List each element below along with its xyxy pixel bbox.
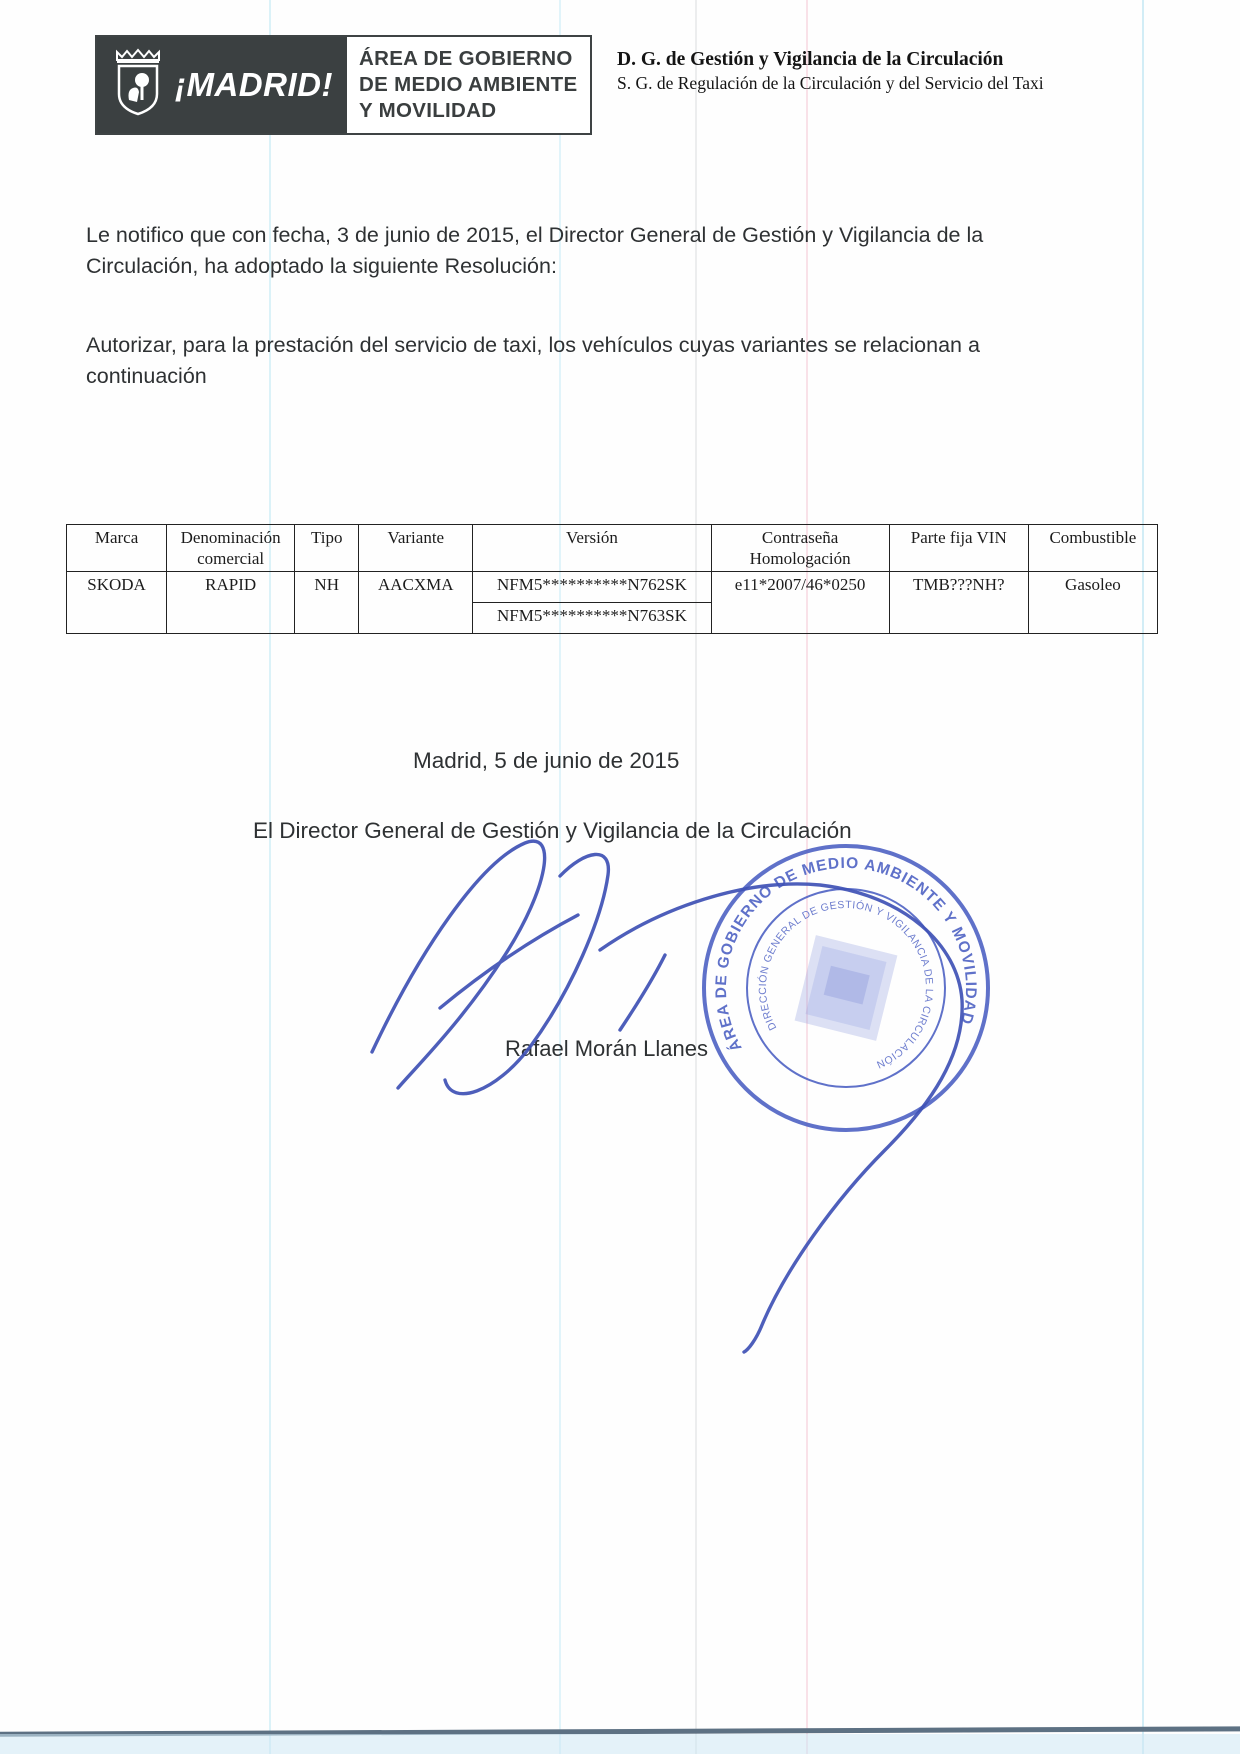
cell-version-1: NFM5**********N762SK (473, 572, 711, 603)
director-title-line: El Director General de Gestión y Vigilancia de la Circulación (253, 818, 852, 843)
header-combustible: Combustible (1028, 525, 1157, 572)
authorization-paragraph: Autorizar, para la prestación del servicio de taxi, los vehículos cuyas variantes se relacionan a continuación (86, 333, 980, 388)
header-parte-fija: Parte fija VIN (889, 525, 1028, 572)
madrid-logo-block (95, 35, 592, 135)
header-marca: Marca (67, 525, 167, 572)
letterhead-department (617, 48, 1137, 95)
madrid-logo-text: ¡MADRID! (175, 66, 333, 103)
cell-variante: AACXMA (359, 572, 473, 634)
stamp-inner-text: DIRECCIÓN GENERAL DE GESTIÓN Y VIGILANCIA DE LA CIRCULACIÓN (756, 898, 936, 1071)
madrid-crest-icon (111, 48, 165, 123)
header-tipo: Tipo (295, 525, 359, 572)
notification-paragraph: Le notifico que con fecha, 3 de junio de 2015, el Director General de Gestión y Vigilancia de la Circulación, ha adoptado la siguiente Resolución: (86, 223, 984, 278)
table-header-row (67, 525, 1158, 572)
madrid-logo-dark-panel (97, 37, 347, 133)
header-denominacion: Denominación comercial (167, 525, 295, 572)
table-row (67, 572, 1158, 603)
cell-marca: SKODA (67, 572, 167, 634)
date-place-line: Madrid, 5 de junio de 2015 (413, 748, 680, 773)
area-line-3: Y MOVILIDAD (359, 99, 497, 122)
letterhead-direccion-general: D. G. de Gestión y Vigilancia de la Circulación (617, 49, 1004, 70)
cell-contrasena: e11*2007/46*0250 (711, 572, 889, 634)
scan-streak (1142, 0, 1144, 1754)
header-contrasena: Contraseña Homologación (711, 525, 889, 572)
header-version: Versión (473, 525, 711, 572)
area-line-1: ÁREA DE GOBIERNO (359, 47, 573, 70)
stamp-outer-text: ÁREA DE GOBIERNO DE MEDIO AMBIENTE Y MOVILIDAD (712, 854, 980, 1055)
stamp-center-emblem (795, 935, 898, 1041)
letterhead-subdireccion-general: S. G. de Regulación de la Circulación y del Servicio del Taxi (617, 73, 1044, 93)
header-variante: Variante (359, 525, 473, 572)
area-gobierno-panel (347, 37, 590, 133)
cell-denominacion: RAPID (167, 572, 295, 634)
scan-edge-fill (0, 1734, 1240, 1754)
cell-version-2: NFM5**********N763SK (473, 603, 711, 634)
cell-tipo: NH (295, 572, 359, 634)
area-line-2: DE MEDIO AMBIENTE (359, 73, 578, 96)
cell-combustible: Gasoleo (1028, 572, 1157, 634)
cell-parte-fija: TMB???NH? (889, 572, 1028, 634)
vehicle-authorization-table (66, 524, 1158, 634)
signer-name: Rafael Morán Llanes (505, 1036, 709, 1061)
official-round-stamp (686, 828, 1006, 1148)
